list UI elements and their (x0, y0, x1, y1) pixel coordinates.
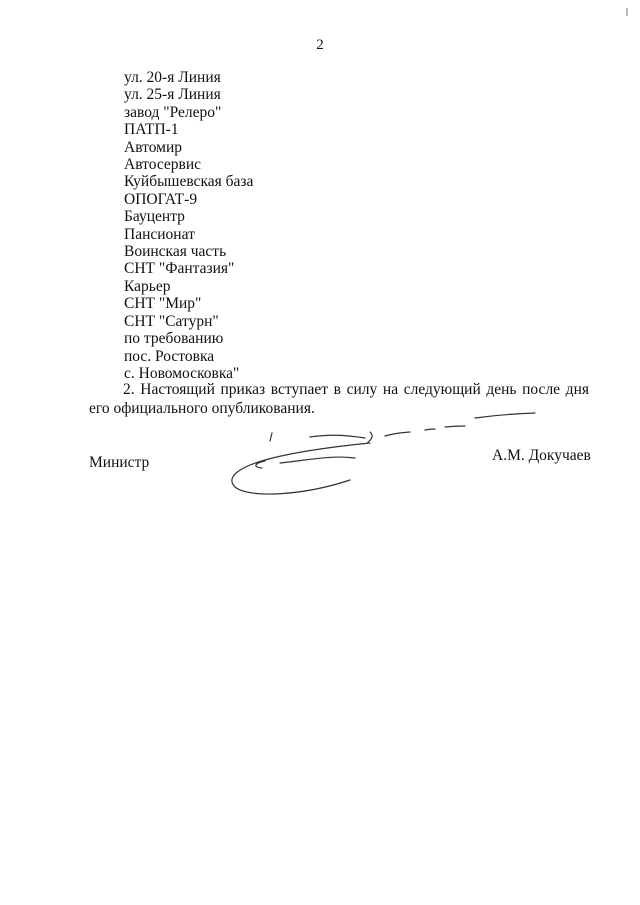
list-item: СНТ "Фантазия" (124, 260, 235, 278)
list-item: завод "Релеро" (124, 103, 222, 121)
list-item: СНТ "Сатурн" (124, 312, 219, 330)
stops-list (124, 69, 253, 382)
list-item: ул. 20-я Линия (124, 69, 221, 86)
handwritten-signature (220, 405, 540, 505)
corner-mark (625, 4, 629, 14)
effective-date-paragraph: 2. Настоящий приказ вступает в силу на следующий день после дня его официального опубликования. (89, 381, 589, 417)
list-item: Пансионат (124, 225, 195, 243)
list-item: СНТ "Мир" (124, 295, 202, 313)
page-number: 2 (316, 37, 324, 53)
signatory-name: А.М. Докучаев (492, 447, 591, 464)
list-item: по требованию (124, 330, 224, 348)
signatory-position: Министр (89, 454, 150, 471)
list-item: Бауцентр (124, 208, 185, 226)
list-item: Карьер (124, 277, 171, 295)
list-item: Воинская часть (124, 243, 227, 261)
list-item: ул. 25-я Линия (124, 86, 221, 104)
list-item: Автосервис (124, 156, 202, 174)
list-item: ПАТП-1 (124, 121, 179, 139)
list-item: ОПОГАТ-9 (124, 190, 198, 208)
list-item: Куйбышевская база (124, 173, 254, 191)
list-item: с. Новомосковка" (124, 364, 240, 382)
list-item: пос. Ростовка (124, 347, 215, 365)
list-item: Автомир (124, 138, 183, 156)
